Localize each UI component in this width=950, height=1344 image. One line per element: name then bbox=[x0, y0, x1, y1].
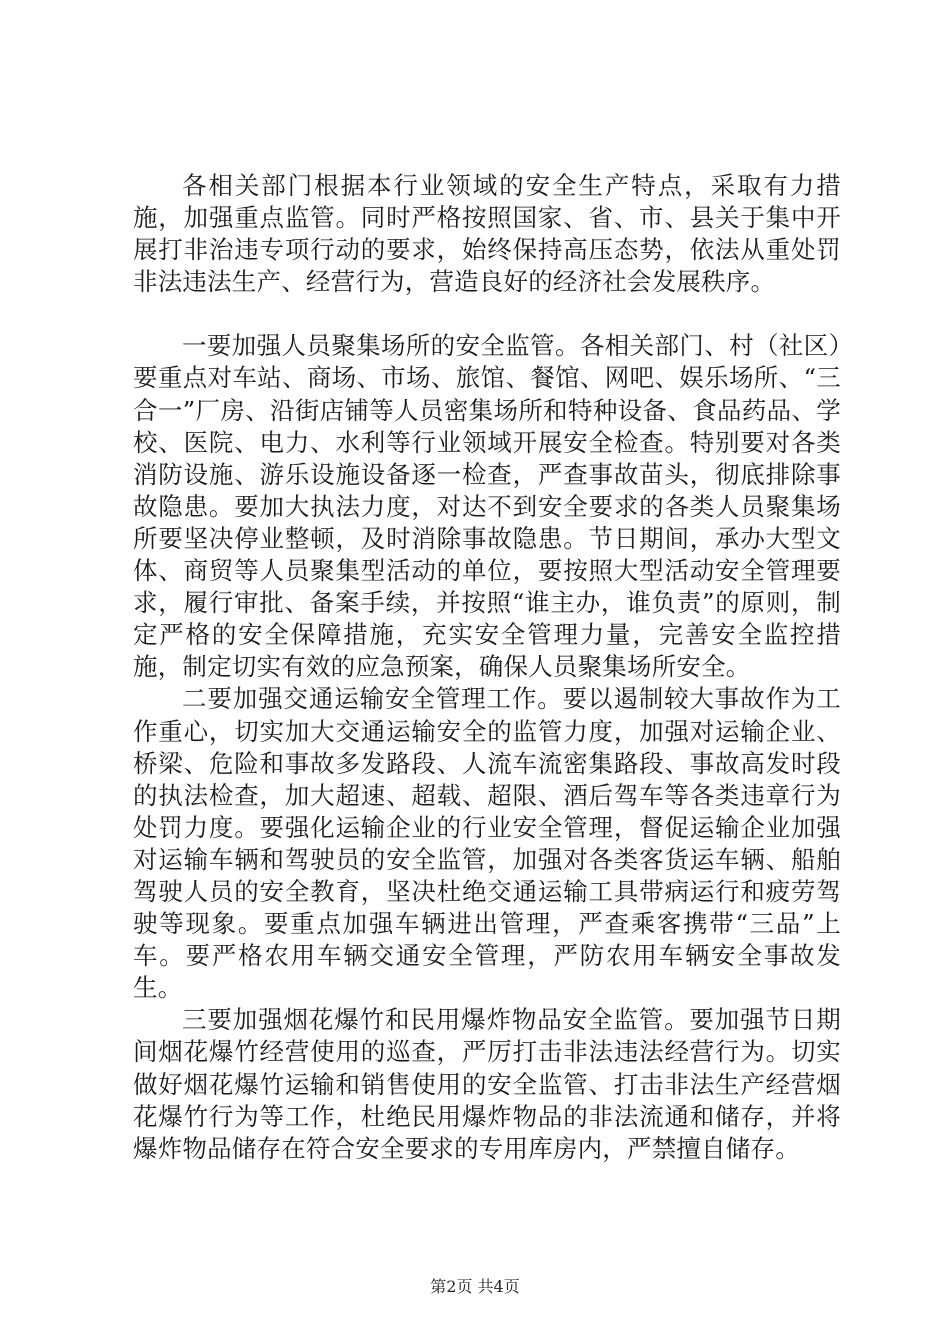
paragraph-traffic-safety: 二要加强交通运输安全管理工作。要以遏制较大事故作为工作重心，切实加大交通运输安全的监管力度，加强对运输企业、桥梁、危险和事故多发路段、人流车流密集路段、事故高发时段的执法检查，加大超速、超载、超限、酒后驾车等各类违章行为处罚力度。要强化运输企业的行业安全管理，督促运输企业加强对运输车辆和驾驶员的安全监管，加强对各类客货运车辆、船舶驾驶人员的安全教育，坚决杜绝交通运输工具带病运行和疲劳驾驶等现象。要重点加强车辆进出管理，严查乘客携带“三品”上车。要严格农用车辆交通安全管理，严防农用车辆安全事故发生。 bbox=[133, 684, 841, 1003]
paragraph-crowd-venues: 一要加强人员聚集场所的安全监管。各相关部门、村（社区）要重点对车站、商场、市场、旅馆、餐馆、网吧、娱乐场所、“三合一”厂房、沿街店铺等人员密集场所和特种设备、食品药品、学校、医院、电力、水利等行业领域开展安全检查。特别要对各类消防设施、游乐设施设备逐一检查，严查事故苗头，彻底排除事故隐患。要加大执法力度，对达不到安全要求的各类人员聚集场所要坚决停业整顿，及时消除事故隐患。节日期间，承办大型文体、商贸等人员聚集型活动的单位，要按照大型活动安全管理要求，履行审批、备案手续，并按照“谁主办，谁负责”的原则，制定严格的安全保障措施，充实安全管理力量，完善安全监控措施，制定切实有效的应急预案，确保人员聚集场所安全。 bbox=[133, 331, 841, 682]
page-number-footer: 第2页 共4页 bbox=[430, 1277, 520, 1296]
paragraph-intro: 各相关部门根据本行业领域的安全生产特点，采取有力措施，加强重点监管。同时严格按照国家、省、市、县关于集中开展打非治违专项行动的要求，始终保持高压态势，依法从重处罚非法违法生产、经营行为，营造良好的经济社会发展秩序。 bbox=[133, 171, 841, 297]
paragraph-fireworks-explosives: 三要加强烟花爆竹和民用爆炸物品安全监管。要加强节日期间烟花爆竹经营使用的巡查，严厉打击非法违法经营行为。切实做好烟花爆竹运输和销售使用的安全监管、打击非法生产经营烟花爆竹行为等工作，杜绝民用爆炸物品的非法流通和储存，并将爆炸物品储存在符合安全要求的专用库房内，严禁擅自储存。 bbox=[133, 1005, 841, 1163]
document-body bbox=[133, 170, 841, 1165]
